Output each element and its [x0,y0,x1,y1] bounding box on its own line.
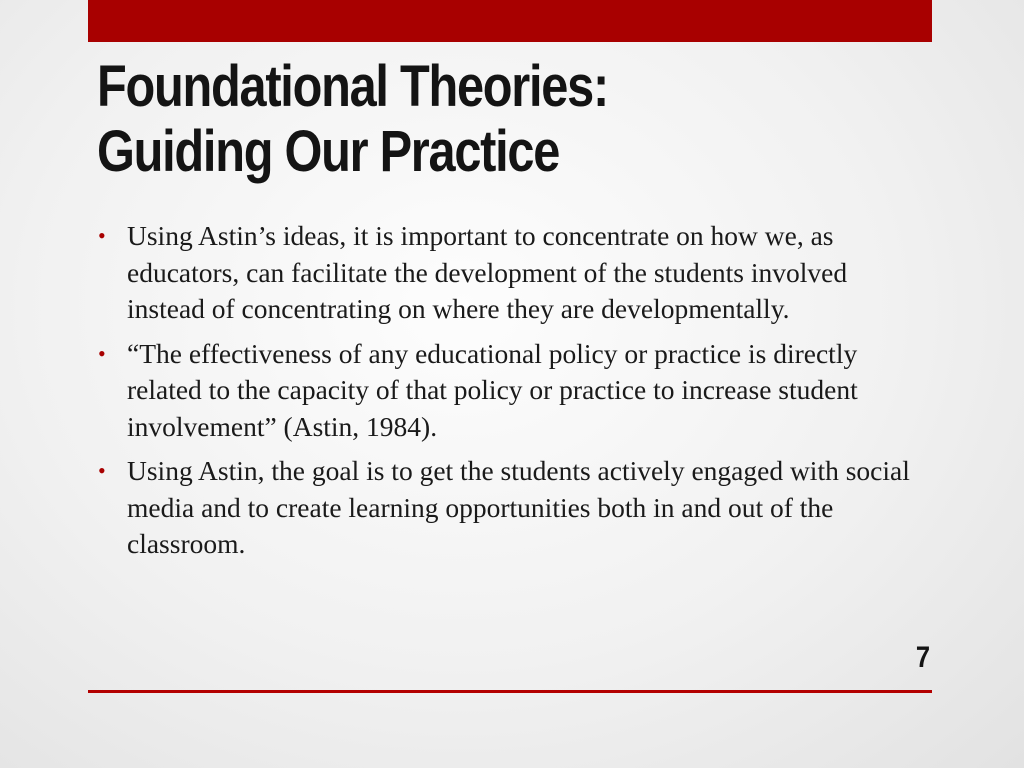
bullet-item [98,453,930,563]
bullet-text: Using Astin, the goal is to get the students actively engaged with social media and to create learning opportunities both in and out of the classroom. [127,455,910,559]
bullet-dot-icon: • [98,223,106,248]
bullet-item [98,336,930,446]
slide-title-line-2: Guiding Our Practice [97,119,560,184]
bullet-list [98,218,930,571]
slide-title [97,54,794,184]
bullet-dot-icon: • [98,340,106,366]
page-number: 7 [915,641,930,674]
bullet-item [98,218,930,328]
top-accent-bar [88,0,932,42]
slide-title-line-1: Foundational Theories: [97,54,608,119]
bullet-dot-icon: • [98,458,106,483]
bullet-text: “The effectiveness of any educational policy or practice is directly related to the capacity of that policy or practice to increase student involvement” (Astin, 1984). [127,337,858,442]
bullet-text: Using Astin’s ideas, it is important to concentrate on how we, as educators, can facilitate the development of the students involved instead of concentrating on where they are developmentally. [127,220,848,324]
bottom-divider [88,690,932,693]
